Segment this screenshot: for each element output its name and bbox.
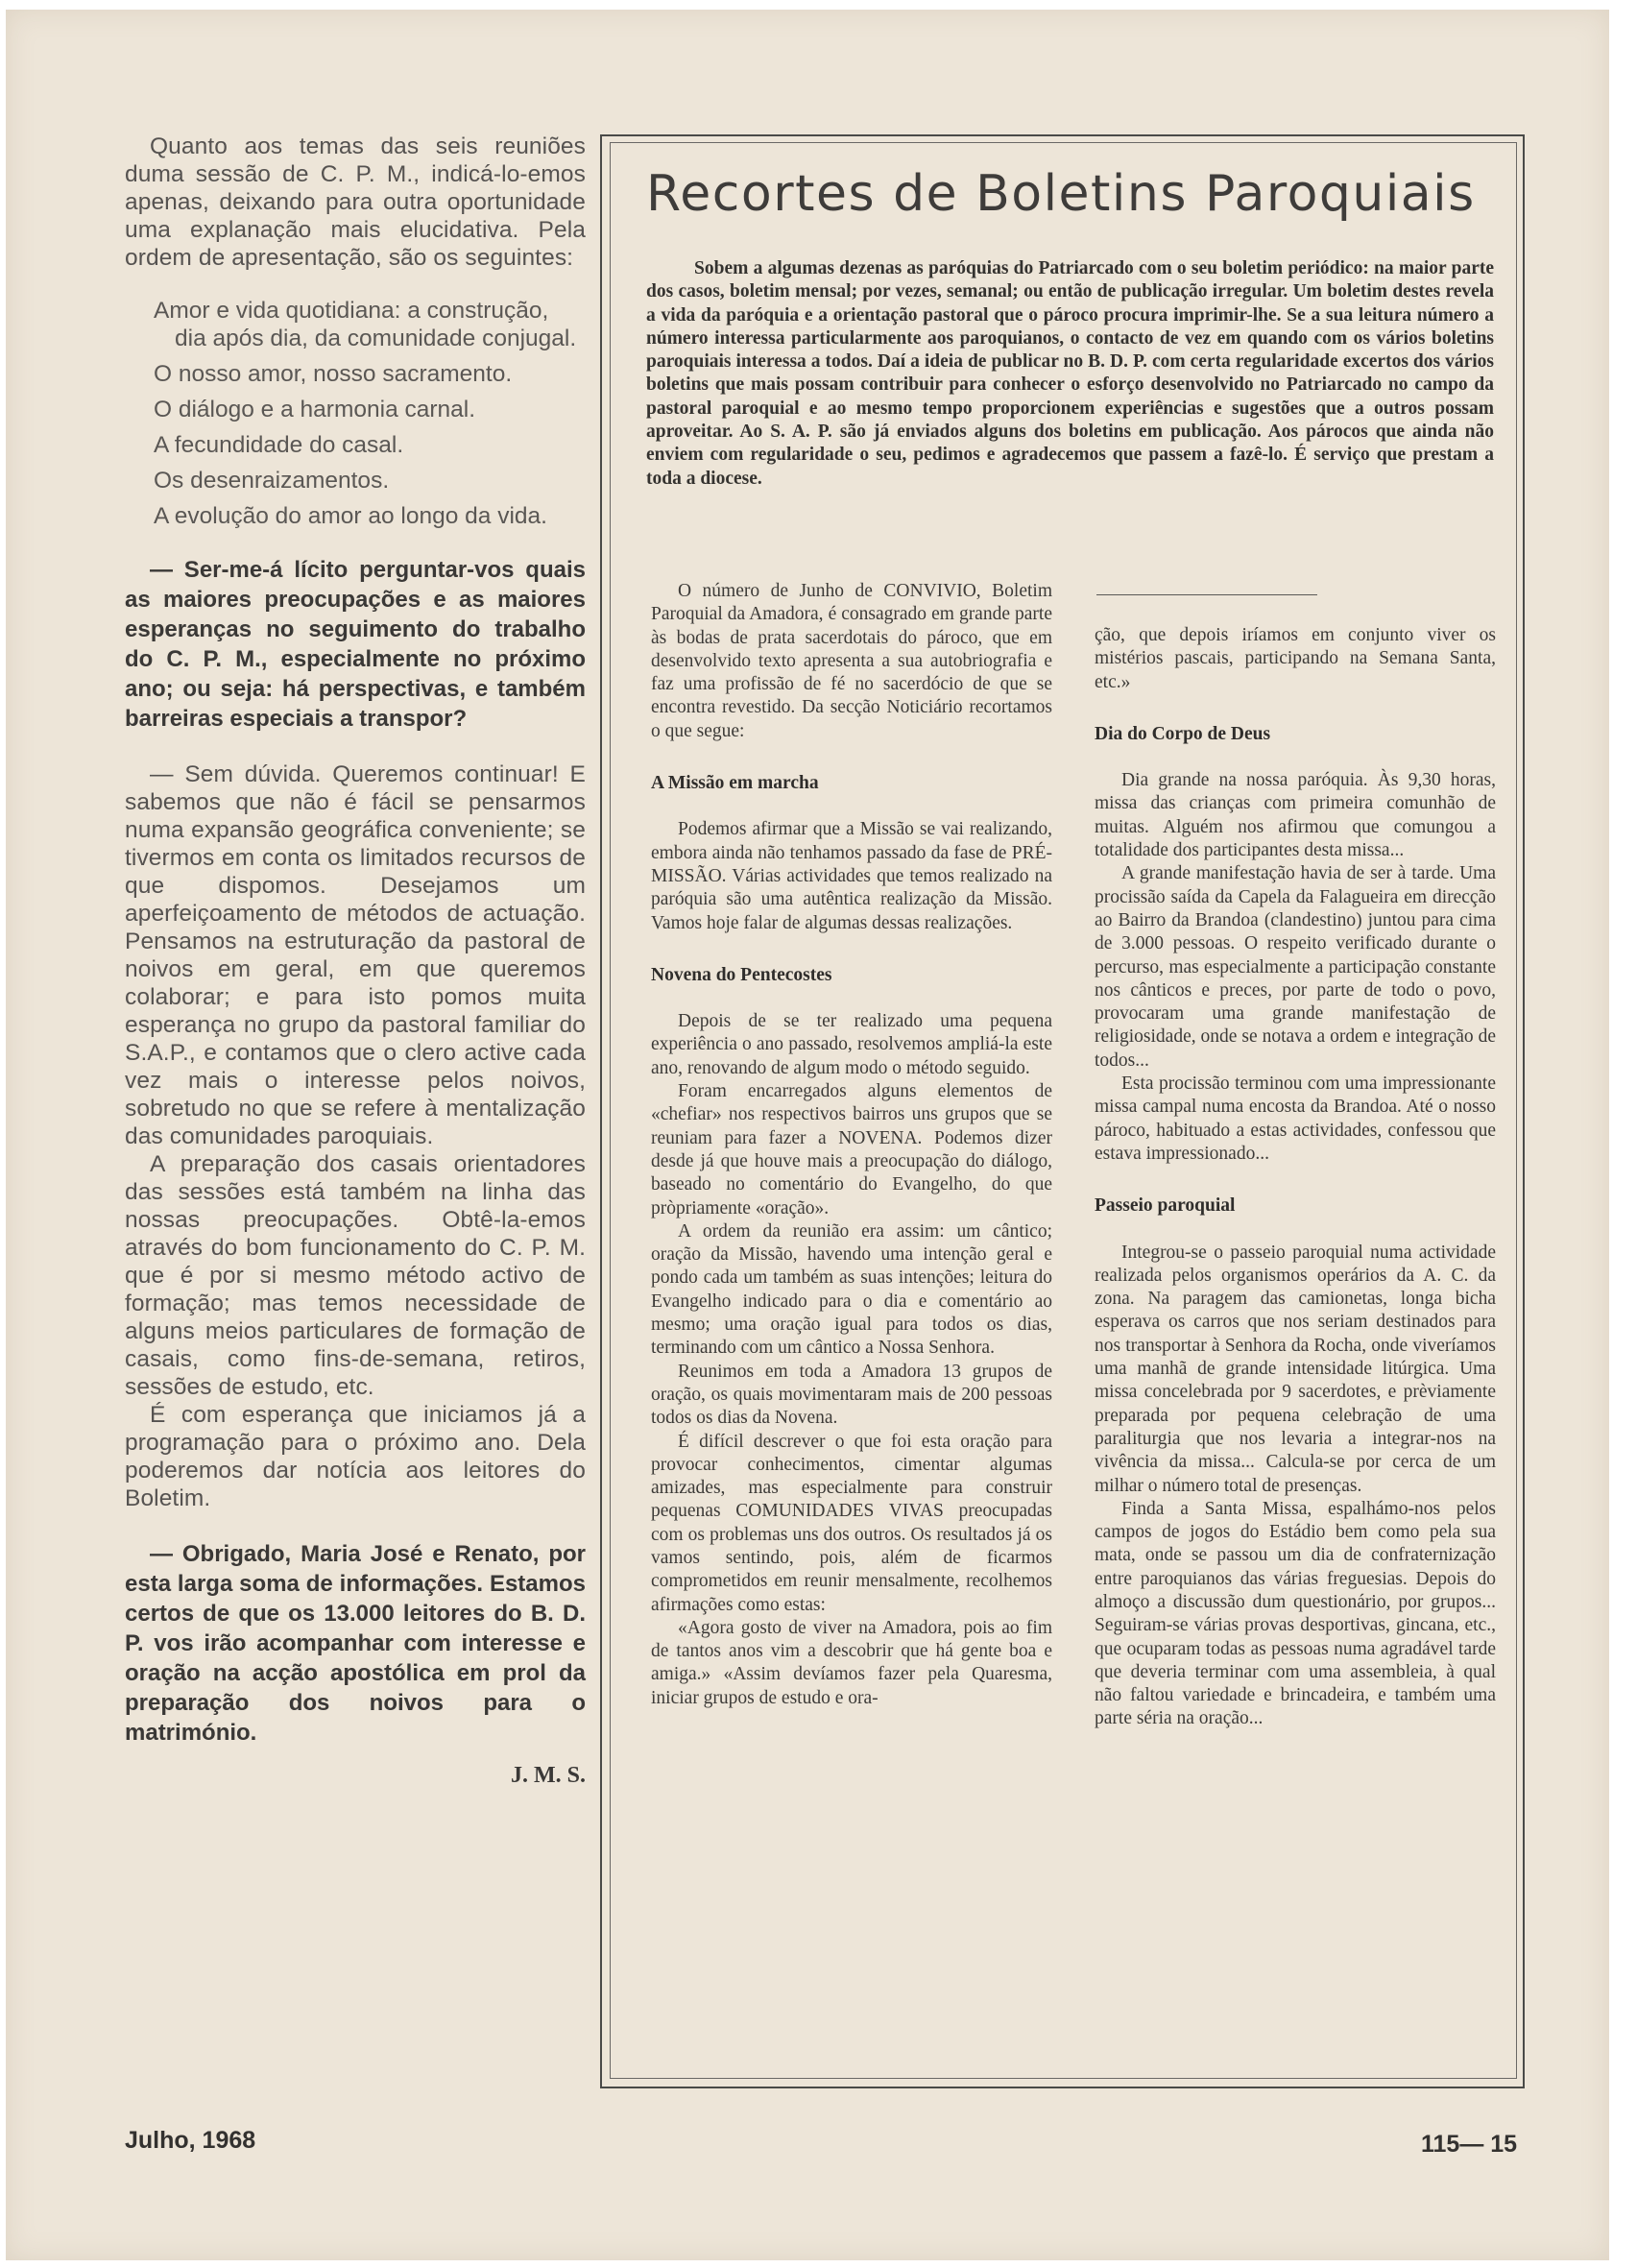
paragraph: Integrou-se o passeio paroquial numa actividade realizada pelos organismos operários da A. C. da zona. Na paragem das camionetas, longa bicha esperava os carros que nos seriam destinados para nos transportar à Senhora da Rocha, onde viveríamos uma manhã de grande intensidade litúrgica. Uma missa concelebrada por 9 sacerdotes, e prèviamente preparada por pequena celebração de uma paraliturgia que nos levaria a integrar-nos na vivência da missa... Calcula-se por cerca de um milhar o número total de presenças. [1095,1242,1496,1496]
section-heading: Passeio paroquial [1095,1195,1236,1217]
paragraph: O número de Junho de CONVIVIO, Boletim Paroquial da Amadora, é consagrado em grande parte às bodas de prata sacerdotais do pároco, que em desenvolvido texto apresenta a sua autobriografia e faz uma profissão de fé no sacerdócio de que se encontra revestido. Da secção Noticiário recortamos o que segue: [651,581,1052,741]
box-title: Recortes de Boletins Paroquiais [646,165,1476,223]
section-heading: Novena do Pentecostes [651,964,832,985]
theme-list [154,297,586,530]
box-column-1 [651,580,1052,1710]
paragraph: Depois de se ter realizado uma pequena experiência o ano passado, resolvemos ampliá-la este ano, renovando de algum modo o método seguido. [651,1011,1052,1078]
interview-intro: Quanto aos temas das seis reuniões duma sessão de C. P. M., indicá-lo-emos apenas, deixando para outra oportunidade uma explanação mais elucidativa. Pela ordem de apresentação, são os seguintes: [125,133,586,271]
section-heading: A Missão em marcha [651,773,819,794]
theme-item: O diálogo e a harmonia carnal. [154,397,476,422]
paragraph: «Agora gosto de viver na Amadora, pois ao fim de tantos anos vim a descobrir que há gente boa e amiga.» «Assim devíamos fazer pela Quaresma, iniciar grupos de estudo e ora- [651,1617,1052,1708]
theme-item: A fecundidade do casal. [154,432,404,458]
section-heading: Dia do Corpo de Deus [1095,723,1271,744]
paragraph: Esta procissão terminou com uma impressionante missa campal numa encosta da Brandoa. Até o nosso pároco, habituado a estas actividades, confessou que estava impressionado... [1095,1074,1496,1164]
column-divider [1096,594,1317,595]
paragraph: É difícil descrever o que foi esta oração para provocar conhecimentos, cimentar algumas amizades, mas especialmente para construir pequenas COMUNIDADES VIVAS preocupadas com os problemas uns dos outros. Os resultados já os vamos sentindo, pois, além de ficarmos comprometidos em reunir mensalmente, recolhemos afirmações como estas: [651,1431,1052,1615]
paragraph: Foram encarregados alguns elementos de «chefiar» nos respectivos bairros uns grupos que se reuniam para fazer a NOVENA. Podemos dizer desde já que houve mais a preocupação do diálogo, baseado no comentário do Evangelho, do que pròpriamente «oração». [651,1081,1052,1218]
theme-item: Os desenraizamentos. [154,468,390,494]
paragraph: Podemos afirmar que a Missão se vai realizando, embora ainda não tenhamos passado da fase de PRÉ-MISSÃO. Várias actividades que temos realizado na paróquia são uma autêntica realização da Missão. Vamos hoje falar de algumas dessas realizações. [651,819,1052,933]
issue-date: Julho, 1968 [125,2127,256,2154]
interview-closing: — Obrigado, Maria José e Renato, por esta larga soma de informações. Estamos certos de que os 13.000 leitores do B. D. P. vos irão acompanhar com interesse e oração na acção apostólica em prol da preparação dos noivos para o matrimónio. [125,1541,586,1746]
paragraph: Finda a Santa Missa, espalhámo-nos pelos campos de jogos do Estádio bem como pela sua mata, onde se passou um dia de confraternização entre paroquianos das várias freguesias. Depois do almoço a discussão dum questionário, por grupos... Seguiram-se várias provas desportivas, gincana, etc., que ocuparam todas as pessoas numa agradável tarde que deveria terminar com uma assembleia, à qual não faltou variedade e brincadeira, e também uma parte séria na oração... [1095,1498,1496,1729]
page-number: 115— 15 [1421,2131,1518,2158]
interview-answer: É com esperança que iniciamos já a programação para o próximo ano. Dela poderemos dar notícia aos leitores do Boletim. [125,1402,586,1511]
interview-answer: — Sem dúvida. Queremos continuar! E sabemos que não é fácil se pensarmos numa expansão geográfica conveniente; se tivermos em conta os limitados recursos de que dispomos. Desejamos um aperfeiçoamento de métodos de actuação. Pensamos na estruturação da pastoral de noivos em geral, em que queremos colaborar; e para isto pomos muita esperança no grupo da pastoral familiar do S.A.P., e contamos que o clero active cada vez mais o interesse pelos noivos, sobretudo no que se refere à mentalização das comunidades paroquiais. [125,761,586,1149]
interview-answer: A preparação dos casais orientadores das sessões está também na linha das nossas preocupações. Obtê-la-emos através do bom funcionamento do C. P. M. que é por si mesmo método activo de formação; mas temos necessidade de alguns meios particulares de formação de casais, como fins-de-semana, retiros, sessões de estudo, etc. [125,1151,586,1400]
author-signature: J. M. S. [511,1763,586,1788]
paragraph: Reunimos em toda a Amadora 13 grupos de oração, os quais movimentaram mais de 200 pessoas todos os dias da Novena. [651,1361,1052,1429]
theme-item: O nosso amor, nosso sacramento. [154,361,513,387]
paragraph: A grande manifestação havia de ser à tarde. Uma procissão saída da Capela da Falagueira em direcção ao Bairro da Brandoa (clandestino) juntou para cima de 3.000 pessoas. O respeito verificado durante o percurso, mas especialmente a participação constante nos cânticos e preces, por parte de todo o povo, provocaram uma grande manifestação de religiosidade, onde se notava a ordem e integração de todos... [1095,863,1496,1071]
interview-column [125,133,586,1789]
box-column-2 [1095,624,1496,1731]
theme-item: Amor e vida quotidiana: a construção, dia após dia, da comunidade conjugal. [154,298,577,351]
box-intro: Sobem a algumas dezenas as paróquias do Patriarcado com o seu boletim periódico: na maior parte dos casos, boletim mensal; por vezes, semanal; ou então de publicação irregular. Um boletim destes revela a vida da paróquia e a orientação pastoral que o pároco procura imprimir-lhe. Se a sua leitura número a número interessa particularmente aos paroquianos, o contacto de vez em quando com os vários boletins paroquiais interessa a todos. Daí a ideia de publicar no B. D. P. com certa regularidade excertos dos vários boletins que mais possam contribuir para conhecer o esforço desenvolvido no Patriarcado no campo da pastoral paroquial e ao mesmo tempo proporcionem experiências e sugestões que a outros possam aproveitar. Ao S. A. P. são já enviados alguns dos boletins em publicação. Aos párocos que ainda não enviem com regularidade o seu, pedimos e agradecemos que passem a fazê-lo. É serviço que prestam a toda a diocese. [646,258,1494,489]
theme-item: A evolução do amor ao longo da vida. [154,503,547,529]
interview-question: — Ser-me-á lícito perguntar-vos quais as maiores preocupações e as maiores esperanças no seguimento do trabalho do C. P. M., especialmente no próximo ano; ou seja: há perspectivas, e também barreiras especiais a transpor? [125,557,586,732]
paragraph: A ordem da reunião era assim: um cântico; oração da Missão, havendo uma intenção geral e pondo cada um também as suas intenções; leitura do Evangelho indicado para o dia e comentário ao mesmo; uma oração igual para todos os dias, terminando com um cântico a Nossa Senhora. [651,1220,1052,1359]
paragraph: ção, que depois iríamos em conjunto viver os mistérios pascais, participando na Semana Santa, etc.» [1095,625,1496,692]
paragraph: Dia grande na nossa paróquia. Às 9,30 horas, missa das crianças com primeira comunhão de muitas. Alguém nos afirmou que comungou a totalidade dos participantes desta missa... [1095,770,1496,861]
